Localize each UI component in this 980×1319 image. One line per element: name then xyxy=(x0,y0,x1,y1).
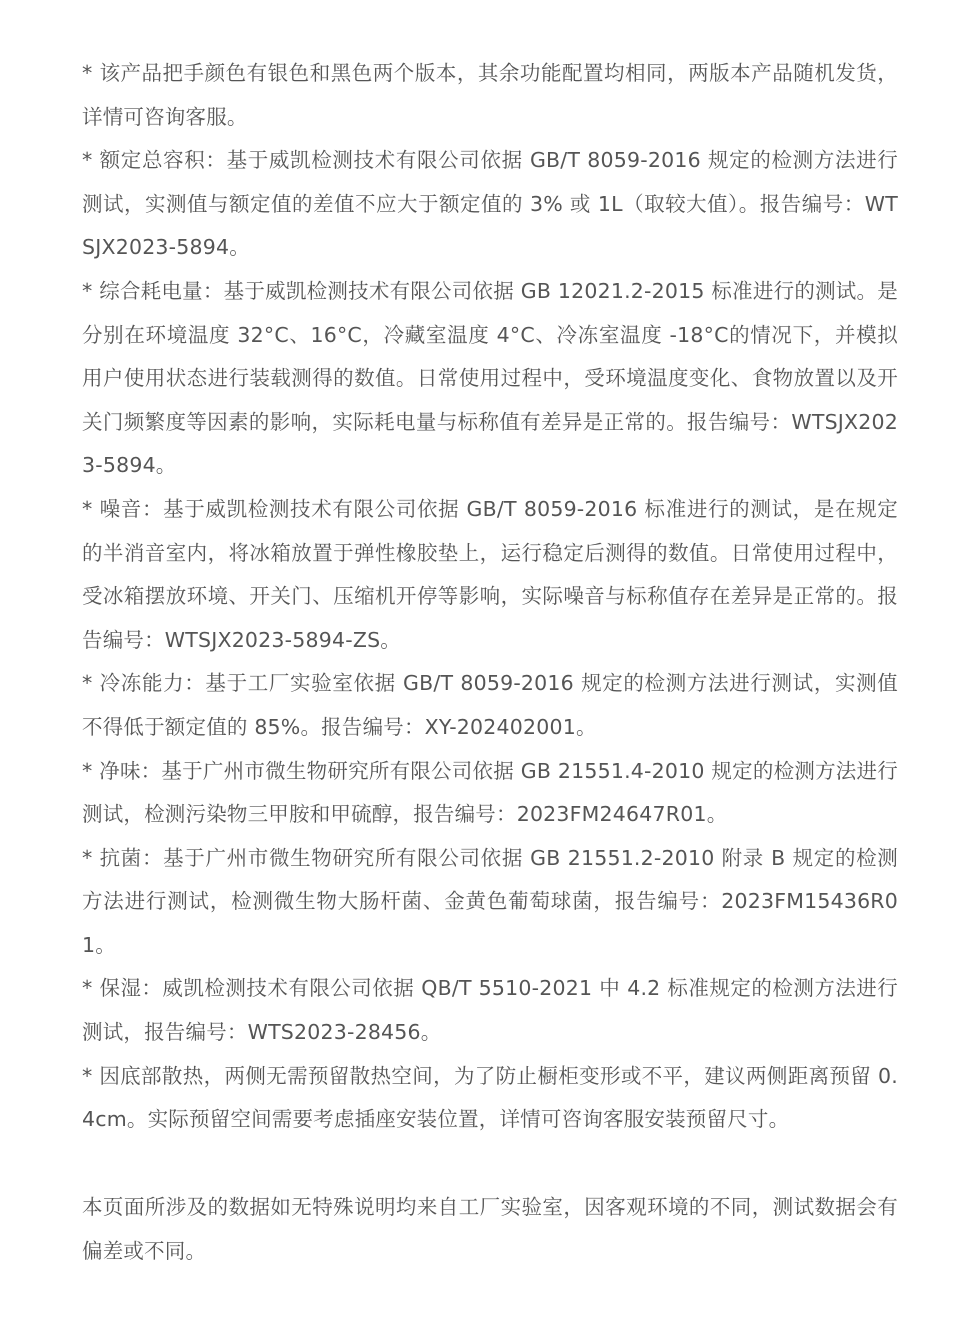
data-source-disclaimer: 本页面所涉及的数据如无特殊说明均来自工厂实验室，因客观环境的不同，测试数据会有偏差或不同。 xyxy=(82,1195,898,1263)
note-rated-capacity: * 额定总容积：基于威凯检测技术有限公司依据 GB/T 8059-2016 规定的检测方法进行测试，实测值与额定值的差值不应大于额定值的 3% 或 1L（取较大值）。报告编号：WTSJX2023-5894。 xyxy=(82,148,898,260)
footnotes-list xyxy=(82,52,898,1142)
note-heat-dissipation: * 因底部散热，两侧无需预留散热空间，为了防止橱柜变形或不平，建议两侧距离预留 0.4cm。实际预留空间需要考虑插座安装位置，详情可咨询客服安装预留尺寸。 xyxy=(82,1063,898,1132)
note-noise: * 噪音：基于威凯检测技术有限公司依据 GB/T 8059-2016 标准进行的测试，是在规定的半消音室内，将冰箱放置于弹性橡胶垫上，运行稳定后测得的数值。日常使用过程中，受冰箱摆放环境、开关门、压缩机开停等影响，实际噪音与标称值存在差异是正常的。报告编号：WTSJX2023-5894-ZS。 xyxy=(82,496,898,652)
note-power-consumption: * 综合耗电量：基于威凯检测技术有限公司依据 GB 12021.2-2015 标准进行的测试。是分别在环境温度 32°C、16°C，冷藏室温度 4°C、冷冻室温度 -18°C的情况下，并模拟用户使用状态进行装载测得的数值。日常使用过程中，受环境温度变化、食物放置以及开关门频繁度等因素的影响，实际耗电量与标称值有差异是正常的。报告编号：WTSJX2023-5894。 xyxy=(82,278,898,478)
note-handle-color: * 该产品把手颜色有银色和黑色两个版本，其余功能配置均相同，两版本产品随机发货，详情可咨询客服。 xyxy=(82,61,898,129)
note-moisture-retention: * 保湿：威凯检测技术有限公司依据 QB/T 5510-2021 中 4.2 标准规定的检测方法进行测试，报告编号：WTS2023-28456。 xyxy=(82,976,898,1045)
note-deodorization: * 净味：基于广州市微生物研究所有限公司依据 GB 21551.4-2010 规定的检测方法进行测试，检测污染物三甲胺和甲硫醇，报告编号：2023FM24647R01。 xyxy=(82,758,898,827)
note-freezing-capacity: * 冷冻能力：基于工厂实验室依据 GB/T 8059-2016 规定的检测方法进行测试，实测值不得低于额定值的 85%。报告编号：XY-202402001。 xyxy=(82,671,898,739)
note-antibacterial: * 抗菌：基于广州市微生物研究所有限公司依据 GB 21551.2-2010 附录 B 规定的检测方法进行测试，检测微生物大肠杆菌、金黄色葡萄球菌，报告编号：2023FM15436R01。 xyxy=(82,845,898,957)
